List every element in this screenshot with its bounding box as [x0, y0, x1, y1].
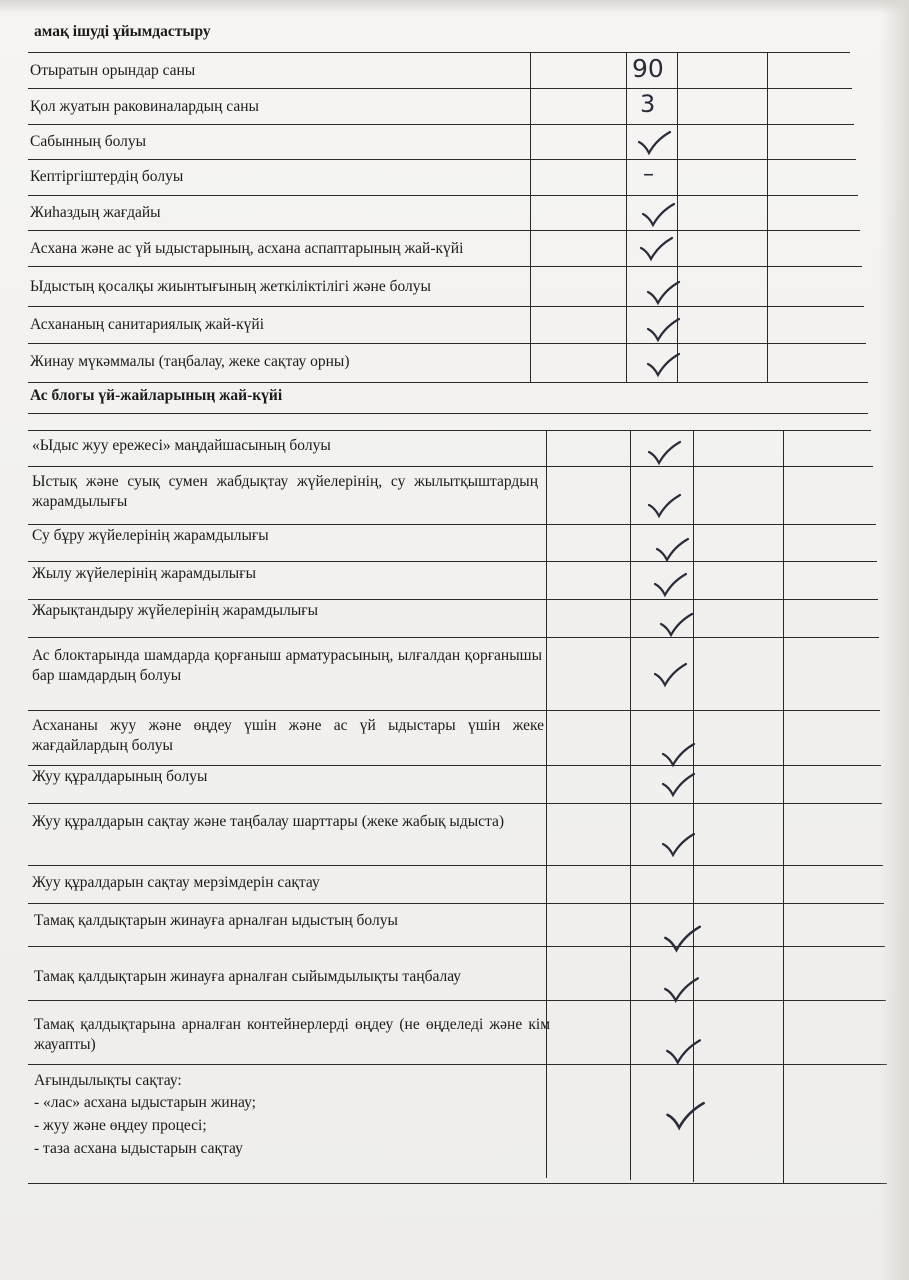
table-row-border [28, 306, 864, 307]
table-row-border [28, 765, 881, 766]
table-row-label: Жуу құралдарын сақтау мерзімдерін сақтау [32, 874, 320, 891]
table-row-label: Тамақ қалдықтарын жинауға арналған ыдыстың болуы [34, 912, 398, 929]
check-mark-icon [638, 236, 674, 262]
page-edge-shadow [879, 0, 909, 1280]
table-row-label: Асхананың санитариялық жай-күйі [30, 316, 264, 333]
list-item: - «лас» асхана ыдыстарын жинау; [34, 1094, 256, 1111]
table-row-label: «Ыдыс жуу ережесі» маңдайшасының болуы [32, 437, 331, 454]
table-row-border [28, 159, 856, 160]
check-mark-icon [640, 202, 676, 228]
table-column-divider [626, 52, 627, 382]
check-mark-icon [645, 280, 681, 306]
table-row-label: Жарықтандыру жүйелерінің жарамдылығы [32, 602, 319, 619]
table-row-border [28, 710, 880, 711]
table-row-border [28, 266, 862, 267]
section-title-food-organization: амақ ішуді ұйымдастыру [34, 23, 211, 40]
table-row-border [28, 382, 868, 383]
table-row-label: Жуу құралдарын сақтау және таңбалау шарттары (жеке жабық ыдыста) [32, 813, 505, 830]
table-row-border [28, 1000, 886, 1001]
check-mark-icon [660, 772, 696, 798]
table-row-border [28, 195, 858, 196]
table-row-label: Жуу құралдарының болуы [32, 768, 208, 785]
section-title-kitchen-premises: Ас блогы үй-жайларының жай-күйі [30, 387, 283, 404]
check-mark-icon [645, 352, 681, 378]
table-row-label: Отыратын орындар саны [30, 62, 196, 79]
table-row-label: Су бұру жүйелерінің жарамдылығы [32, 527, 269, 544]
table-row-border [28, 88, 852, 89]
check-mark-icon [646, 493, 682, 519]
table-row-border [28, 803, 882, 804]
table-column-divider [783, 430, 784, 1184]
table-row-label: Ас блоктарында шамдарда қорғаныш арматурасының, ылғалдан қорғанышы бар шамдардың болуы [32, 647, 542, 684]
table-column-divider [693, 430, 694, 1182]
check-mark-icon [658, 612, 694, 638]
page-edge-shadow [0, 0, 909, 14]
check-mark-icon [662, 924, 702, 954]
table-column-divider [546, 430, 547, 1178]
table-row-border [28, 599, 878, 600]
list-item: - таза асхана ыдыстарын сақтау [34, 1140, 243, 1157]
table-row-border [28, 52, 850, 53]
table-row-label: Жинау мүкәммалы (таңбалау, жеке сақтау орны) [30, 353, 350, 370]
table-column-divider [530, 52, 531, 382]
check-mark-icon [652, 662, 688, 688]
check-mark-icon [664, 1038, 702, 1066]
table-row-border [28, 524, 876, 525]
check-mark-icon [654, 537, 690, 563]
handwritten-sink-count: 3 [640, 90, 656, 118]
table-row-label: Жиһаздың жағдайы [30, 204, 161, 221]
table-row-border [28, 637, 879, 638]
table-row-label: Ыдыстың қосалқы жиынтығының жеткіліктілігі және болуы [30, 278, 431, 295]
table-column-divider [767, 52, 768, 382]
check-mark-icon [664, 1100, 706, 1132]
table-row-border [28, 343, 866, 344]
table-row-label: Асхананы жуу және өңдеу үшін және ас үй ыдыстары үшін жеке жағдайлардың болуы [32, 717, 544, 754]
table-row-border [28, 903, 884, 904]
table-row-label: Сабынның болуы [30, 133, 147, 150]
check-mark-icon [645, 317, 681, 343]
handwritten-dash: – [643, 162, 654, 187]
table-row-border [28, 124, 854, 125]
table-row-border [28, 230, 860, 231]
table-row-label: Кептіргіштердің болуы [30, 168, 184, 185]
check-mark-icon [662, 976, 700, 1004]
check-mark-icon [660, 832, 696, 858]
table-row-border [28, 865, 883, 866]
table-row-label: Тамақ қалдықтарын жинауға арналған сыйымдылықты таңбалау [34, 968, 462, 985]
table-row-label: Ағындылықты сақтау: [34, 1072, 182, 1089]
check-mark-icon [636, 130, 672, 156]
table-row-label: Тамақ қалдықтарына арналған контейнерлерді өңдеу (не өңделеді және кім жауапты) [34, 1016, 550, 1053]
check-mark-icon [646, 440, 682, 466]
table-row-border [28, 430, 871, 431]
table-row-label: Жылу жүйелерінің жарамдылығы [32, 565, 256, 582]
table-row-border [28, 946, 885, 947]
table-row-border [28, 561, 877, 562]
check-mark-icon [652, 572, 688, 598]
check-mark-icon [660, 742, 696, 768]
table-row-border [28, 1064, 887, 1065]
handwritten-seat-count: 90 [632, 54, 664, 83]
table-row-border [28, 1183, 887, 1184]
table-column-divider [630, 430, 631, 1180]
table-row-label: Асхана және ас үй ыдыстарының, асхана аспаптарының жай-күйі [30, 240, 464, 257]
table-row-label: Ыстық және суық сумен жабдықтау жүйелерінің, су жылытқыштардың жарамдылығы [32, 473, 538, 510]
list-item: - жуу және өңдеу процесі; [34, 1117, 207, 1134]
table-row-label: Қол жуатын раковиналардың саны [30, 98, 259, 115]
table-row-border [28, 413, 868, 414]
table-row-border [28, 466, 873, 467]
